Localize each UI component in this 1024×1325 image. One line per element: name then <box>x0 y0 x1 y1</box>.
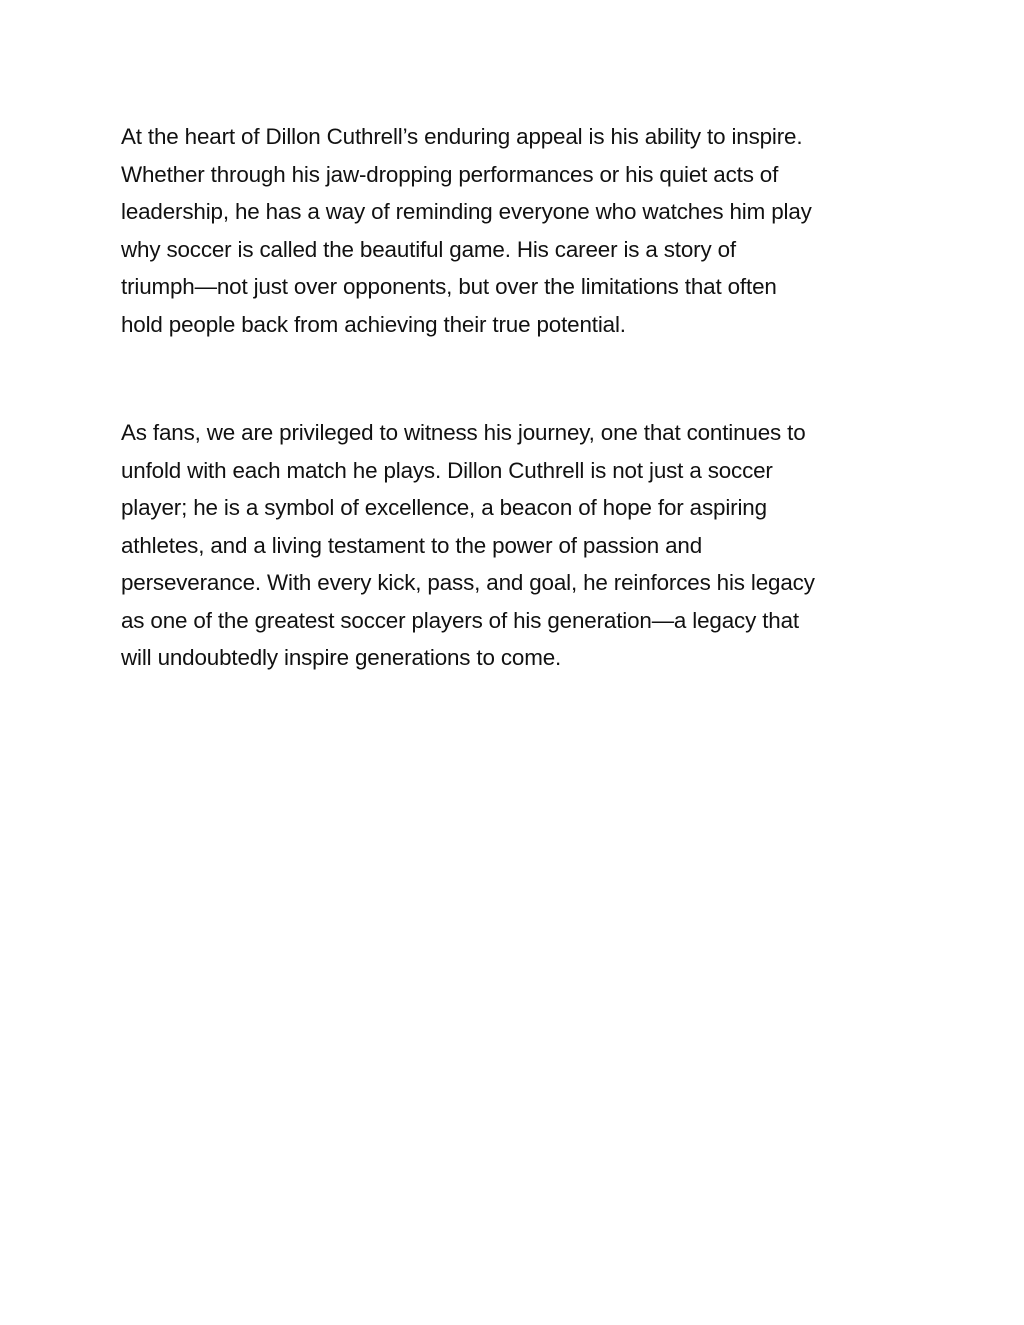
text-line: At the heart of Dillon Cuthrell’s enduring appeal is his ability to inspire. <box>121 124 803 149</box>
text-line: will undoubtedly inspire generations to come. <box>121 645 562 670</box>
paragraph-2 <box>121 414 901 677</box>
text-line: unfold with each match he plays. Dillon Cuthrell is not just a soccer <box>121 457 773 483</box>
text-line: leadership, he has a way of reminding everyone who watches him play <box>121 199 812 224</box>
text-line: perseverance. With every kick, pass, and goal, he reinforces his legacy <box>121 570 815 595</box>
paragraph-1 <box>121 118 901 343</box>
text-line: player; he is a symbol of excellence, a beacon of hope for aspiring <box>121 495 767 520</box>
document-body <box>121 118 901 677</box>
text-line: why soccer is called the beautiful game. His career is a story of <box>121 236 736 262</box>
text-line: hold people back from achieving their true potential. <box>121 311 626 337</box>
text-line: Whether through his jaw-dropping performances or his quiet acts of <box>121 161 779 187</box>
text-line: athletes, and a living testament to the power of passion and <box>121 532 702 558</box>
text-line: As fans, we are privileged to witness his journey, one that continues to <box>121 420 806 445</box>
paragraph-spacer <box>121 343 901 414</box>
text-line: as one of the greatest soccer players of his generation—a legacy that <box>121 607 799 633</box>
text-line: triumph—not just over opponents, but over the limitations that often <box>121 274 777 299</box>
